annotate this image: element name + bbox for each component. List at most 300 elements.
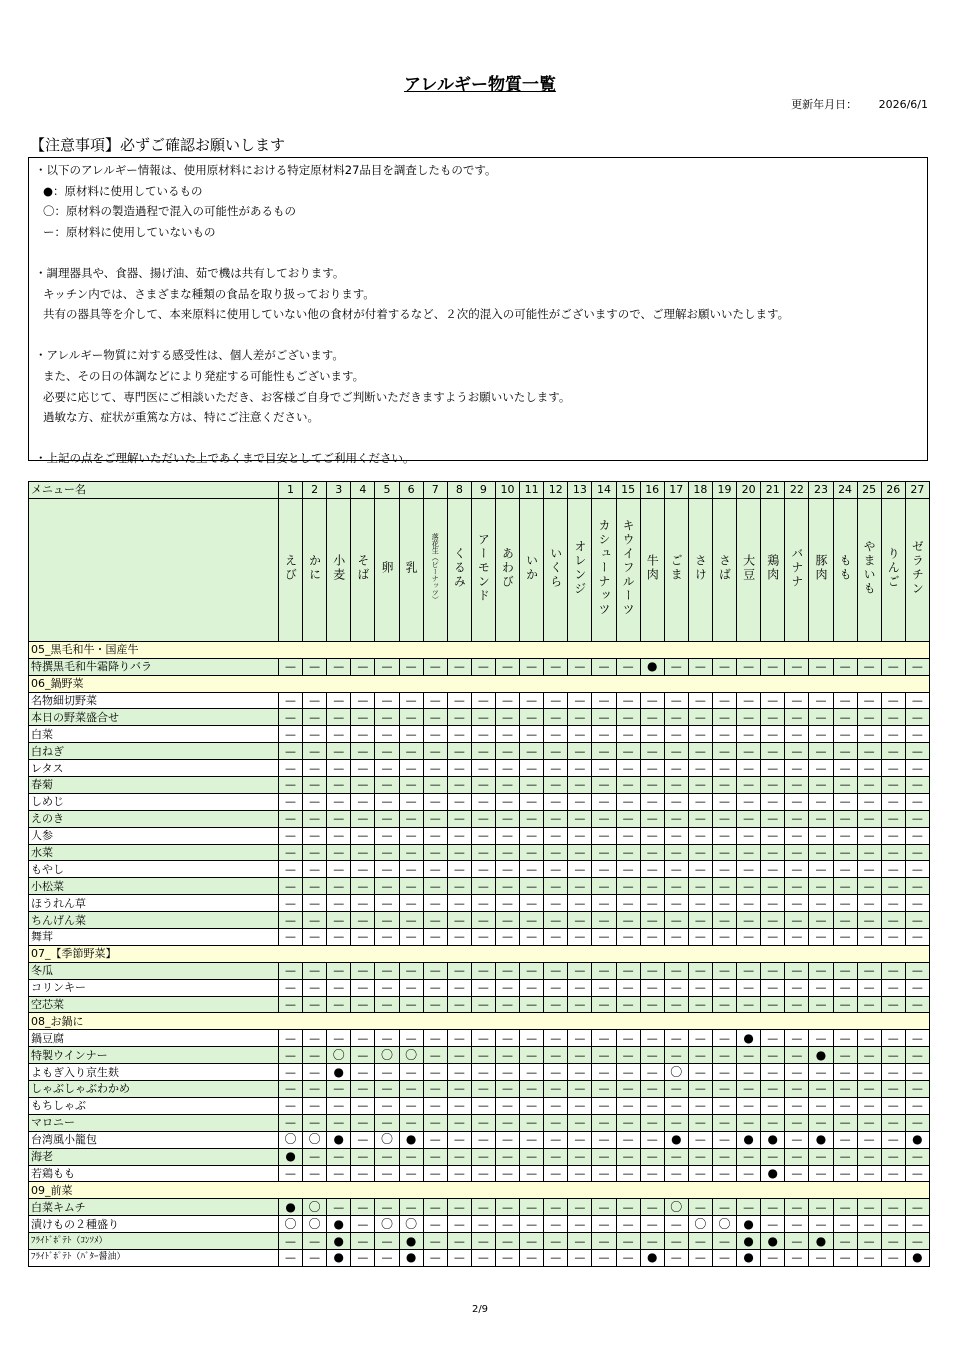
allergen-mark: — bbox=[471, 1148, 495, 1165]
allergen-mark: — bbox=[327, 1030, 351, 1047]
allergen-mark: — bbox=[520, 1081, 544, 1098]
table-row bbox=[29, 1165, 930, 1182]
allergen-mark: — bbox=[423, 658, 447, 675]
allergen-mark: 〇 bbox=[399, 1047, 423, 1064]
allergen-mark: — bbox=[737, 1165, 761, 1182]
page-number: 2/9 bbox=[471, 1304, 489, 1315]
allergen-mark: — bbox=[495, 1148, 519, 1165]
allergen-mark: — bbox=[327, 827, 351, 844]
menu-item-name: 名物細切野菜 bbox=[29, 692, 279, 709]
allergen-mark: — bbox=[640, 962, 664, 979]
allergen-mark: — bbox=[279, 996, 303, 1013]
menu-item-name: しめじ bbox=[29, 793, 279, 810]
allergen-mark: — bbox=[857, 743, 881, 760]
allergen-mark: — bbox=[688, 1097, 712, 1114]
allergen-mark: — bbox=[761, 1199, 785, 1216]
allergen-mark: — bbox=[399, 912, 423, 929]
allergen-mark: — bbox=[809, 1165, 833, 1182]
allergen-mark: — bbox=[664, 827, 688, 844]
allergen-mark: — bbox=[495, 1064, 519, 1081]
category-label: 08_お鍋に bbox=[29, 1013, 930, 1030]
allergen-mark: — bbox=[351, 777, 375, 794]
allergen-mark: ● bbox=[737, 1030, 761, 1047]
category-row bbox=[29, 641, 930, 658]
allergen-mark: — bbox=[640, 1030, 664, 1047]
allergen-mark: — bbox=[568, 1030, 592, 1047]
allergen-mark: — bbox=[688, 878, 712, 895]
allergen-mark: — bbox=[664, 1233, 688, 1250]
allergen-mark: — bbox=[640, 1064, 664, 1081]
menu-item-name: ﾌﾗｲﾄﾞﾎﾟﾃﾄ（ﾊﾞﾀｰ醤油） bbox=[29, 1249, 279, 1266]
allergen-mark: — bbox=[688, 1081, 712, 1098]
allergen-mark: — bbox=[592, 743, 616, 760]
allergen-mark: — bbox=[423, 996, 447, 1013]
allergen-mark: — bbox=[905, 726, 929, 743]
allergen-mark: — bbox=[327, 1081, 351, 1098]
allergen-mark: — bbox=[761, 979, 785, 996]
allergen-mark: — bbox=[351, 962, 375, 979]
allergen-mark: — bbox=[399, 1097, 423, 1114]
allergen-mark: — bbox=[471, 1216, 495, 1233]
menu-item-name: 特製ウインナー bbox=[29, 1047, 279, 1064]
allergen-mark: — bbox=[568, 1165, 592, 1182]
notice-line bbox=[35, 325, 927, 346]
allergen-mark: — bbox=[520, 878, 544, 895]
allergen-mark: — bbox=[471, 929, 495, 946]
allergen-mark: — bbox=[857, 760, 881, 777]
allergen-mark: — bbox=[303, 1081, 327, 1098]
allergen-mark: — bbox=[447, 1165, 471, 1182]
table-row bbox=[29, 658, 930, 675]
allergen-mark: — bbox=[616, 692, 640, 709]
allergen-mark: — bbox=[495, 861, 519, 878]
allergen-mark: — bbox=[303, 962, 327, 979]
allergen-mark: — bbox=[447, 743, 471, 760]
menu-item-name: しゃぶしゃぶわかめ bbox=[29, 1081, 279, 1098]
allergen-mark: — bbox=[640, 743, 664, 760]
allergen-mark: — bbox=[447, 929, 471, 946]
allergen-mark: — bbox=[785, 1233, 809, 1250]
allergen-mark: — bbox=[688, 1114, 712, 1131]
allergen-mark: — bbox=[375, 878, 399, 895]
allergen-mark: — bbox=[833, 743, 857, 760]
allergen-mark: — bbox=[423, 895, 447, 912]
allergen-mark: ● bbox=[279, 1148, 303, 1165]
allergen-mark: — bbox=[351, 827, 375, 844]
allergen-mark: — bbox=[520, 1216, 544, 1233]
allergen-mark: — bbox=[857, 895, 881, 912]
allergen-mark: — bbox=[833, 810, 857, 827]
allergen-mark: — bbox=[520, 1199, 544, 1216]
allergen-mark: — bbox=[905, 844, 929, 861]
allergen-mark: ● bbox=[399, 1131, 423, 1148]
allergen-mark: — bbox=[640, 861, 664, 878]
allergen-mark: — bbox=[279, 1114, 303, 1131]
allergen-mark: — bbox=[592, 1199, 616, 1216]
allergen-mark: — bbox=[809, 861, 833, 878]
allergen-name: ごま bbox=[664, 498, 688, 641]
allergen-mark: — bbox=[568, 1064, 592, 1081]
allergen-mark: — bbox=[737, 658, 761, 675]
allergen-mark: — bbox=[351, 658, 375, 675]
allergen-mark: — bbox=[495, 827, 519, 844]
allergen-mark: — bbox=[833, 1233, 857, 1250]
table-row bbox=[29, 1097, 930, 1114]
allergen-mark: — bbox=[303, 1249, 327, 1266]
allergen-mark: — bbox=[399, 777, 423, 794]
allergen-mark: — bbox=[279, 1081, 303, 1098]
allergen-mark: — bbox=[712, 1081, 736, 1098]
allergen-mark: — bbox=[471, 692, 495, 709]
allergen-mark: — bbox=[833, 895, 857, 912]
allergen-mark: — bbox=[737, 1064, 761, 1081]
allergen-mark: — bbox=[471, 1249, 495, 1266]
allergen-mark: — bbox=[881, 1030, 905, 1047]
table-row bbox=[29, 709, 930, 726]
allergen-mark: — bbox=[712, 1165, 736, 1182]
notice-line: また、その日の体調などにより発症する可能性もございます。 bbox=[43, 368, 365, 383]
allergen-mark: — bbox=[881, 709, 905, 726]
menu-item-name: ちんげん菜 bbox=[29, 912, 279, 929]
allergen-mark: — bbox=[471, 658, 495, 675]
allergen-mark: — bbox=[303, 793, 327, 810]
allergen-mark: — bbox=[881, 979, 905, 996]
table-row bbox=[29, 912, 930, 929]
menu-item-name: もやし bbox=[29, 861, 279, 878]
table-row bbox=[29, 1249, 930, 1266]
allergen-mark: ● bbox=[809, 1131, 833, 1148]
allergen-mark: — bbox=[351, 844, 375, 861]
allergen-mark: — bbox=[833, 1165, 857, 1182]
allergen-mark: — bbox=[640, 760, 664, 777]
allergen-mark: — bbox=[640, 793, 664, 810]
allergen-mark: — bbox=[712, 760, 736, 777]
allergen-mark: — bbox=[399, 1165, 423, 1182]
allergen-mark: — bbox=[447, 709, 471, 726]
allergen-mark: — bbox=[423, 1148, 447, 1165]
allergen-mark: — bbox=[592, 1216, 616, 1233]
allergen-mark: — bbox=[833, 844, 857, 861]
allergen-mark: — bbox=[279, 844, 303, 861]
allergen-mark: — bbox=[712, 1199, 736, 1216]
allergen-mark: — bbox=[423, 777, 447, 794]
allergen-mark: — bbox=[664, 962, 688, 979]
allergen-mark: — bbox=[495, 692, 519, 709]
allergen-mark: — bbox=[809, 810, 833, 827]
allergen-mark: — bbox=[375, 1114, 399, 1131]
allergen-mark: — bbox=[399, 1199, 423, 1216]
allergen-mark: — bbox=[471, 844, 495, 861]
allergen-name: やまいも bbox=[857, 498, 881, 641]
allergen-mark: — bbox=[327, 726, 351, 743]
allergen-mark: — bbox=[712, 1233, 736, 1250]
allergen-mark: — bbox=[833, 1047, 857, 1064]
allergen-mark: — bbox=[809, 793, 833, 810]
allergen-mark: — bbox=[640, 709, 664, 726]
allergen-mark: — bbox=[688, 760, 712, 777]
allergen-mark: — bbox=[664, 1097, 688, 1114]
allergen-mark: — bbox=[544, 658, 568, 675]
allergen-mark: — bbox=[857, 878, 881, 895]
allergen-mark: — bbox=[881, 810, 905, 827]
allergen-mark: — bbox=[857, 1081, 881, 1098]
allergen-mark: — bbox=[712, 912, 736, 929]
allergen-mark: — bbox=[447, 1216, 471, 1233]
allergen-mark: — bbox=[544, 1233, 568, 1250]
allergen-mark: ● bbox=[327, 1233, 351, 1250]
allergen-mark: ● bbox=[809, 1233, 833, 1250]
allergen-mark: — bbox=[544, 1216, 568, 1233]
allergen-mark: — bbox=[664, 777, 688, 794]
allergen-mark: — bbox=[423, 1233, 447, 1250]
allergen-mark: — bbox=[303, 1233, 327, 1250]
allergen-mark: — bbox=[592, 962, 616, 979]
allergen-number: 19 bbox=[712, 482, 736, 499]
allergen-mark: — bbox=[568, 827, 592, 844]
allergen-mark: — bbox=[351, 1249, 375, 1266]
allergen-mark: — bbox=[881, 962, 905, 979]
allergen-mark: — bbox=[881, 1097, 905, 1114]
allergen-mark: 〇 bbox=[375, 1131, 399, 1148]
allergen-mark: — bbox=[881, 743, 905, 760]
allergen-mark: — bbox=[905, 1165, 929, 1182]
allergen-mark: — bbox=[568, 793, 592, 810]
allergen-mark: — bbox=[544, 760, 568, 777]
allergen-mark: — bbox=[785, 1081, 809, 1098]
allergen-number: 3 bbox=[327, 482, 351, 499]
allergen-mark: — bbox=[303, 1064, 327, 1081]
allergen-mark: — bbox=[544, 1030, 568, 1047]
allergen-name: アーモンド bbox=[471, 498, 495, 641]
allergen-mark: ● bbox=[905, 1131, 929, 1148]
allergen-mark: — bbox=[423, 793, 447, 810]
allergen-mark: — bbox=[857, 726, 881, 743]
notice-line: ー：原材料に使用していないもの bbox=[43, 224, 216, 239]
allergen-mark: — bbox=[471, 777, 495, 794]
allergen-mark: — bbox=[640, 726, 664, 743]
allergen-mark: — bbox=[423, 979, 447, 996]
allergen-mark: — bbox=[592, 1114, 616, 1131]
allergen-number: 14 bbox=[592, 482, 616, 499]
allergen-mark: — bbox=[688, 726, 712, 743]
table-row bbox=[29, 777, 930, 794]
allergen-mark: — bbox=[375, 1097, 399, 1114]
allergen-mark: — bbox=[279, 861, 303, 878]
allergen-mark: — bbox=[905, 979, 929, 996]
allergen-mark: — bbox=[905, 912, 929, 929]
allergen-mark: — bbox=[640, 1047, 664, 1064]
allergen-mark: — bbox=[737, 844, 761, 861]
menu-item-name: 台湾風小籠包 bbox=[29, 1131, 279, 1148]
allergen-number-row bbox=[29, 482, 930, 499]
allergen-mark: — bbox=[664, 1148, 688, 1165]
allergen-name: そば bbox=[351, 498, 375, 641]
allergen-mark: — bbox=[664, 844, 688, 861]
allergen-mark: — bbox=[351, 692, 375, 709]
category-label: 05_黒毛和牛・国産牛 bbox=[29, 641, 930, 658]
allergen-mark: — bbox=[592, 658, 616, 675]
table-row bbox=[29, 1030, 930, 1047]
notice-line: 〇：原材料の製造過程で混入の可能性があるもの bbox=[43, 204, 296, 219]
allergen-mark: — bbox=[833, 1199, 857, 1216]
allergen-mark: — bbox=[447, 996, 471, 1013]
allergen-mark: — bbox=[881, 861, 905, 878]
allergen-mark: — bbox=[712, 1030, 736, 1047]
allergen-mark: — bbox=[688, 1148, 712, 1165]
allergen-mark: — bbox=[881, 827, 905, 844]
allergen-mark: — bbox=[616, 996, 640, 1013]
allergen-mark: — bbox=[881, 1081, 905, 1098]
allergen-mark: — bbox=[592, 1233, 616, 1250]
allergen-mark: — bbox=[375, 810, 399, 827]
allergen-mark: — bbox=[568, 1047, 592, 1064]
allergen-mark: — bbox=[399, 861, 423, 878]
allergen-mark: — bbox=[688, 1131, 712, 1148]
allergen-mark: — bbox=[905, 878, 929, 895]
allergen-mark: — bbox=[279, 827, 303, 844]
allergen-mark: — bbox=[881, 996, 905, 1013]
allergen-mark: — bbox=[737, 996, 761, 1013]
allergen-mark: — bbox=[327, 692, 351, 709]
allergen-mark: — bbox=[688, 1165, 712, 1182]
allergen-mark: — bbox=[327, 793, 351, 810]
allergen-mark: — bbox=[640, 827, 664, 844]
allergen-mark: — bbox=[688, 777, 712, 794]
allergen-mark: — bbox=[761, 1030, 785, 1047]
allergen-mark: — bbox=[833, 1249, 857, 1266]
allergen-mark: — bbox=[809, 1030, 833, 1047]
allergen-mark: — bbox=[279, 1047, 303, 1064]
allergen-name: くるみ bbox=[447, 498, 471, 641]
allergen-mark: — bbox=[737, 979, 761, 996]
table-row bbox=[29, 1131, 930, 1148]
allergen-mark: — bbox=[640, 996, 664, 1013]
allergen-mark: — bbox=[520, 979, 544, 996]
allergen-mark: — bbox=[351, 709, 375, 726]
allergen-mark: — bbox=[423, 1081, 447, 1098]
allergen-number: 24 bbox=[833, 482, 857, 499]
allergen-mark: — bbox=[857, 810, 881, 827]
allergen-mark: — bbox=[737, 827, 761, 844]
allergen-mark: — bbox=[712, 709, 736, 726]
allergen-mark: — bbox=[279, 743, 303, 760]
allergen-mark: — bbox=[447, 777, 471, 794]
allergen-mark: — bbox=[375, 996, 399, 1013]
allergen-mark: ● bbox=[327, 1064, 351, 1081]
allergen-mark: — bbox=[640, 1233, 664, 1250]
allergen-mark: — bbox=[857, 1165, 881, 1182]
allergen-mark: — bbox=[833, 726, 857, 743]
allergen-name: 卵 bbox=[375, 498, 399, 641]
header-spacer bbox=[29, 498, 279, 641]
allergen-mark: — bbox=[785, 793, 809, 810]
notice-line: 共有の器具等を介して、本来原料に使用していない他の食材が付着するなど、２次的混入の可能性がございますので、ご理解お願いいたします。 bbox=[43, 307, 790, 322]
allergen-mark: — bbox=[303, 912, 327, 929]
allergen-mark: 〇 bbox=[303, 1216, 327, 1233]
allergen-mark: — bbox=[495, 709, 519, 726]
allergen-mark: — bbox=[809, 1216, 833, 1233]
allergen-mark: — bbox=[303, 979, 327, 996]
allergen-mark: — bbox=[447, 1081, 471, 1098]
allergen-mark: — bbox=[616, 743, 640, 760]
table-row bbox=[29, 793, 930, 810]
allergen-mark: ● bbox=[327, 1249, 351, 1266]
table-row bbox=[29, 878, 930, 895]
allergen-mark: — bbox=[327, 760, 351, 777]
allergen-mark: — bbox=[351, 979, 375, 996]
allergen-mark: — bbox=[616, 658, 640, 675]
allergen-name: 小麦 bbox=[327, 498, 351, 641]
allergen-mark: — bbox=[399, 996, 423, 1013]
allergen-mark: — bbox=[881, 1165, 905, 1182]
allergen-mark: — bbox=[351, 1047, 375, 1064]
allergen-mark: — bbox=[471, 760, 495, 777]
allergen-mark: — bbox=[616, 929, 640, 946]
allergen-mark: — bbox=[761, 793, 785, 810]
menu-name-header: メニュー名 bbox=[29, 482, 279, 499]
notice-box bbox=[28, 157, 928, 466]
allergen-mark: — bbox=[544, 709, 568, 726]
allergen-mark: — bbox=[785, 777, 809, 794]
allergen-mark: — bbox=[375, 1081, 399, 1098]
allergen-mark: — bbox=[279, 1249, 303, 1266]
allergen-mark: — bbox=[592, 929, 616, 946]
table-row bbox=[29, 844, 930, 861]
allergen-mark: — bbox=[279, 658, 303, 675]
allergen-mark: — bbox=[809, 726, 833, 743]
allergen-mark: — bbox=[905, 793, 929, 810]
allergen-mark: — bbox=[640, 912, 664, 929]
allergen-number: 13 bbox=[568, 482, 592, 499]
allergen-mark: — bbox=[423, 1114, 447, 1131]
allergen-mark: — bbox=[857, 1114, 881, 1131]
allergen-mark: — bbox=[712, 743, 736, 760]
allergen-mark: — bbox=[809, 1097, 833, 1114]
allergen-mark: — bbox=[495, 929, 519, 946]
allergen-mark: — bbox=[785, 726, 809, 743]
allergen-mark: — bbox=[592, 726, 616, 743]
allergen-mark: — bbox=[544, 1131, 568, 1148]
allergen-mark: — bbox=[833, 827, 857, 844]
menu-item-name: えのき bbox=[29, 810, 279, 827]
allergen-mark: — bbox=[303, 895, 327, 912]
allergen-mark: — bbox=[399, 726, 423, 743]
allergen-mark: — bbox=[833, 760, 857, 777]
allergen-mark: — bbox=[495, 979, 519, 996]
allergen-mark: — bbox=[544, 844, 568, 861]
allergen-mark: — bbox=[568, 1199, 592, 1216]
allergen-name: キウイフルーツ bbox=[616, 498, 640, 641]
allergen-mark: — bbox=[664, 1249, 688, 1266]
allergen-number: 17 bbox=[664, 482, 688, 499]
allergen-mark: — bbox=[712, 929, 736, 946]
menu-item-name: 白ねぎ bbox=[29, 743, 279, 760]
allergen-mark: — bbox=[327, 1148, 351, 1165]
allergen-mark: — bbox=[568, 929, 592, 946]
allergen-mark: — bbox=[327, 861, 351, 878]
allergen-mark: — bbox=[857, 996, 881, 1013]
allergen-mark: — bbox=[399, 692, 423, 709]
allergen-mark: — bbox=[520, 1148, 544, 1165]
page-title: アレルギー物質一覧 bbox=[404, 75, 556, 95]
allergen-mark: — bbox=[761, 895, 785, 912]
allergen-mark: — bbox=[640, 1081, 664, 1098]
allergen-mark: — bbox=[688, 793, 712, 810]
allergen-mark: — bbox=[495, 1249, 519, 1266]
allergen-mark: — bbox=[568, 743, 592, 760]
allergen-mark: — bbox=[761, 709, 785, 726]
allergen-mark: — bbox=[640, 1199, 664, 1216]
